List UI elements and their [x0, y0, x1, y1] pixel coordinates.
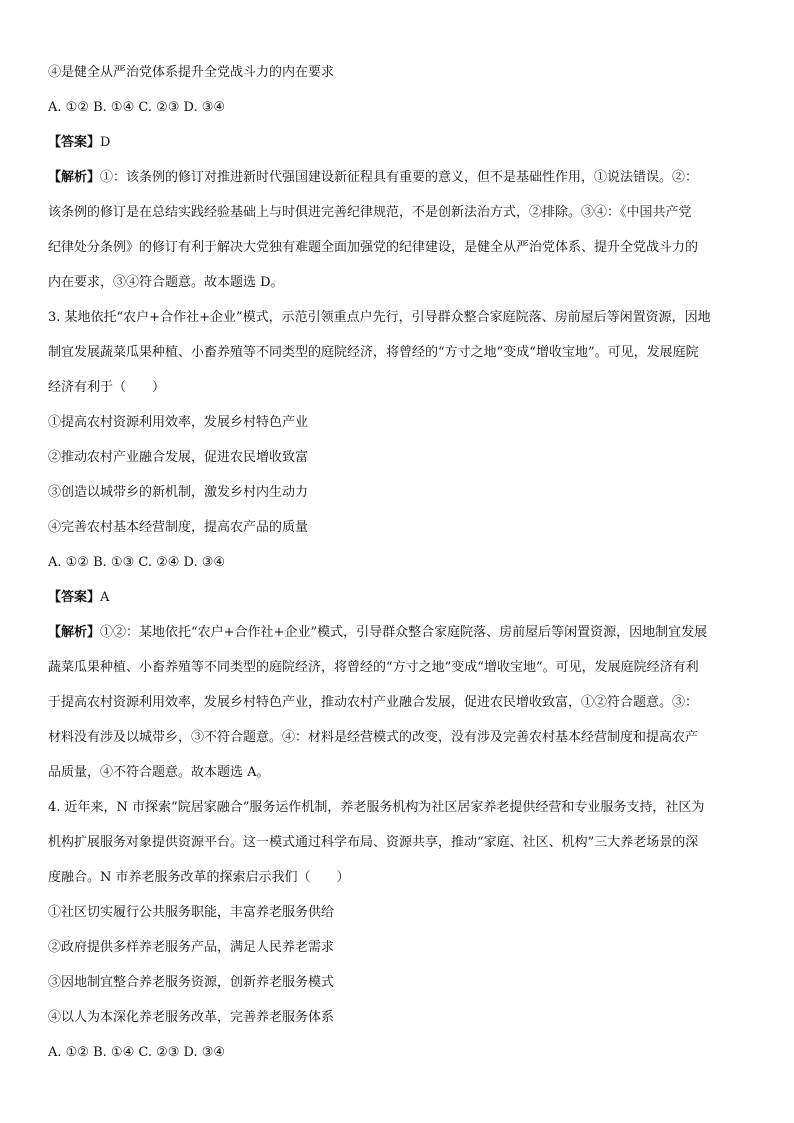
q3-answer-label: 【答案】	[48, 590, 101, 605]
q3-stem-line-2: 制宜发展蔬菜瓜果种植、小畜养殖等不同类型的庭院经济，将曾经的“方寸之地”变成“增收宝地”。可见，发展庭院	[48, 345, 699, 360]
q2-analysis-line-2: 该条例的修订是在总结实践经验基础上与时俱进完善纪律规范，不是创新法治方式，②排除。③④：《中国共产党	[48, 205, 692, 220]
q2-analysis-label: 【解析】	[48, 170, 101, 185]
q3-option-4: ④完善农村基本经营制度，提高农产品的质量	[48, 520, 309, 535]
q2-analysis-line-3: 纪律处分条例》的修订有利于解决大党独有难题全面加强党的纪律建设，是健全从严治党体系、提升全党战斗力的	[48, 240, 699, 255]
q2-answer	[48, 125, 750, 160]
q3-answer-value: A	[100, 590, 110, 605]
q3-answer	[48, 580, 750, 615]
q2-choices: A. ①② B. ①④ C. ②③ D. ③④	[48, 100, 226, 115]
q4-option-4: ④以人为本深化养老服务改革，完善养老服务体系	[48, 1010, 335, 1025]
q2-option-4: ④是健全从严治党体系提升全党战斗力的内在要求	[48, 65, 335, 80]
q4-stem-line-3: 度融合。N 市养老服务改革的探索启示我们（ ）	[48, 870, 350, 885]
q3-analysis-line-1	[48, 615, 750, 650]
q3-option-1: ①提高农村资源利用效率，发展乡村特色产业	[48, 415, 309, 430]
q4-stem-line-1: 4. 近年来，N 市探索“院居家融合”服务运作机制，养老服务机构为社区居家养老提供经营和专业服务支持，社区为	[48, 800, 705, 815]
q3-analysis-line-3: 于提高农村资源利用效率，发展乡村特色产业，推动农村产业融合发展，促进农民增收致富，①②符合题意。③：	[48, 695, 699, 710]
q4-option-3: ③因地制宜整合养老服务资源，创新养老服务模式	[48, 975, 335, 990]
q3-analysis-line-5: 品质量，④不符合题意。故本题选 A。	[48, 765, 270, 780]
q2-analysis-text-1: ①：该条例的修订对推进新时代强国建设新征程具有重要的意义，但不是基础性作用，①说法错误。②：	[100, 170, 699, 185]
q2-answer-label: 【答案】	[48, 135, 101, 150]
document-page	[48, 55, 750, 1070]
q2-analysis-line-4: 内在要求，③④符合题意。故本题选 D。	[48, 275, 284, 290]
q2-answer-value: D	[100, 135, 111, 150]
q4-stem-line-2: 机构扩展服务对象提供资源平台。这一模式通过科学布局、资源共享，推动“家庭、社区、机构”三大养老场景的深	[48, 835, 699, 850]
q4-choices: A. ①② B. ①④ C. ②③ D. ③④	[48, 1045, 226, 1060]
q3-option-3: ③创造以城带乡的新机制，激发乡村内生动力	[48, 485, 309, 500]
q3-analysis-line-2: 蔬菜瓜果种植、小畜养殖等不同类型的庭院经济，将曾经的“方寸之地”变成“增收宝地”。可见，发展庭院经济有利	[48, 660, 699, 675]
q2-analysis-line-1	[48, 160, 750, 195]
q3-choices: A. ①② B. ①③ C. ②④ D. ③④	[48, 555, 226, 570]
q3-stem-line-1: 3. 某地依托“农户+合作社+企业”模式，示范引领重点户先行，引导群众整合家庭院落、房前屋后等闲置资源，因地	[48, 310, 711, 325]
q3-analysis-line-4: 材料没有涉及以城带乡，③不符合题意。④：材料是经营模式的改变，没有涉及完善农村基本经营制度和提高农产	[48, 730, 699, 745]
q3-analysis-label: 【解析】	[48, 625, 101, 640]
q4-option-1: ①社区切实履行公共服务职能，丰富养老服务供给	[48, 905, 335, 920]
q3-option-2: ②推动农村产业融合发展，促进农民增收致富	[48, 450, 309, 465]
q3-analysis-text-1: ①②：某地依托“农户+合作社+企业”模式，引导群众整合家庭院落、房前屋后等闲置资源，因地制宜发展	[100, 625, 708, 640]
q4-option-2: ②政府提供多样养老服务产品，满足人民养老需求	[48, 940, 335, 955]
q3-stem-line-3: 经济有利于（ ）	[48, 380, 166, 395]
